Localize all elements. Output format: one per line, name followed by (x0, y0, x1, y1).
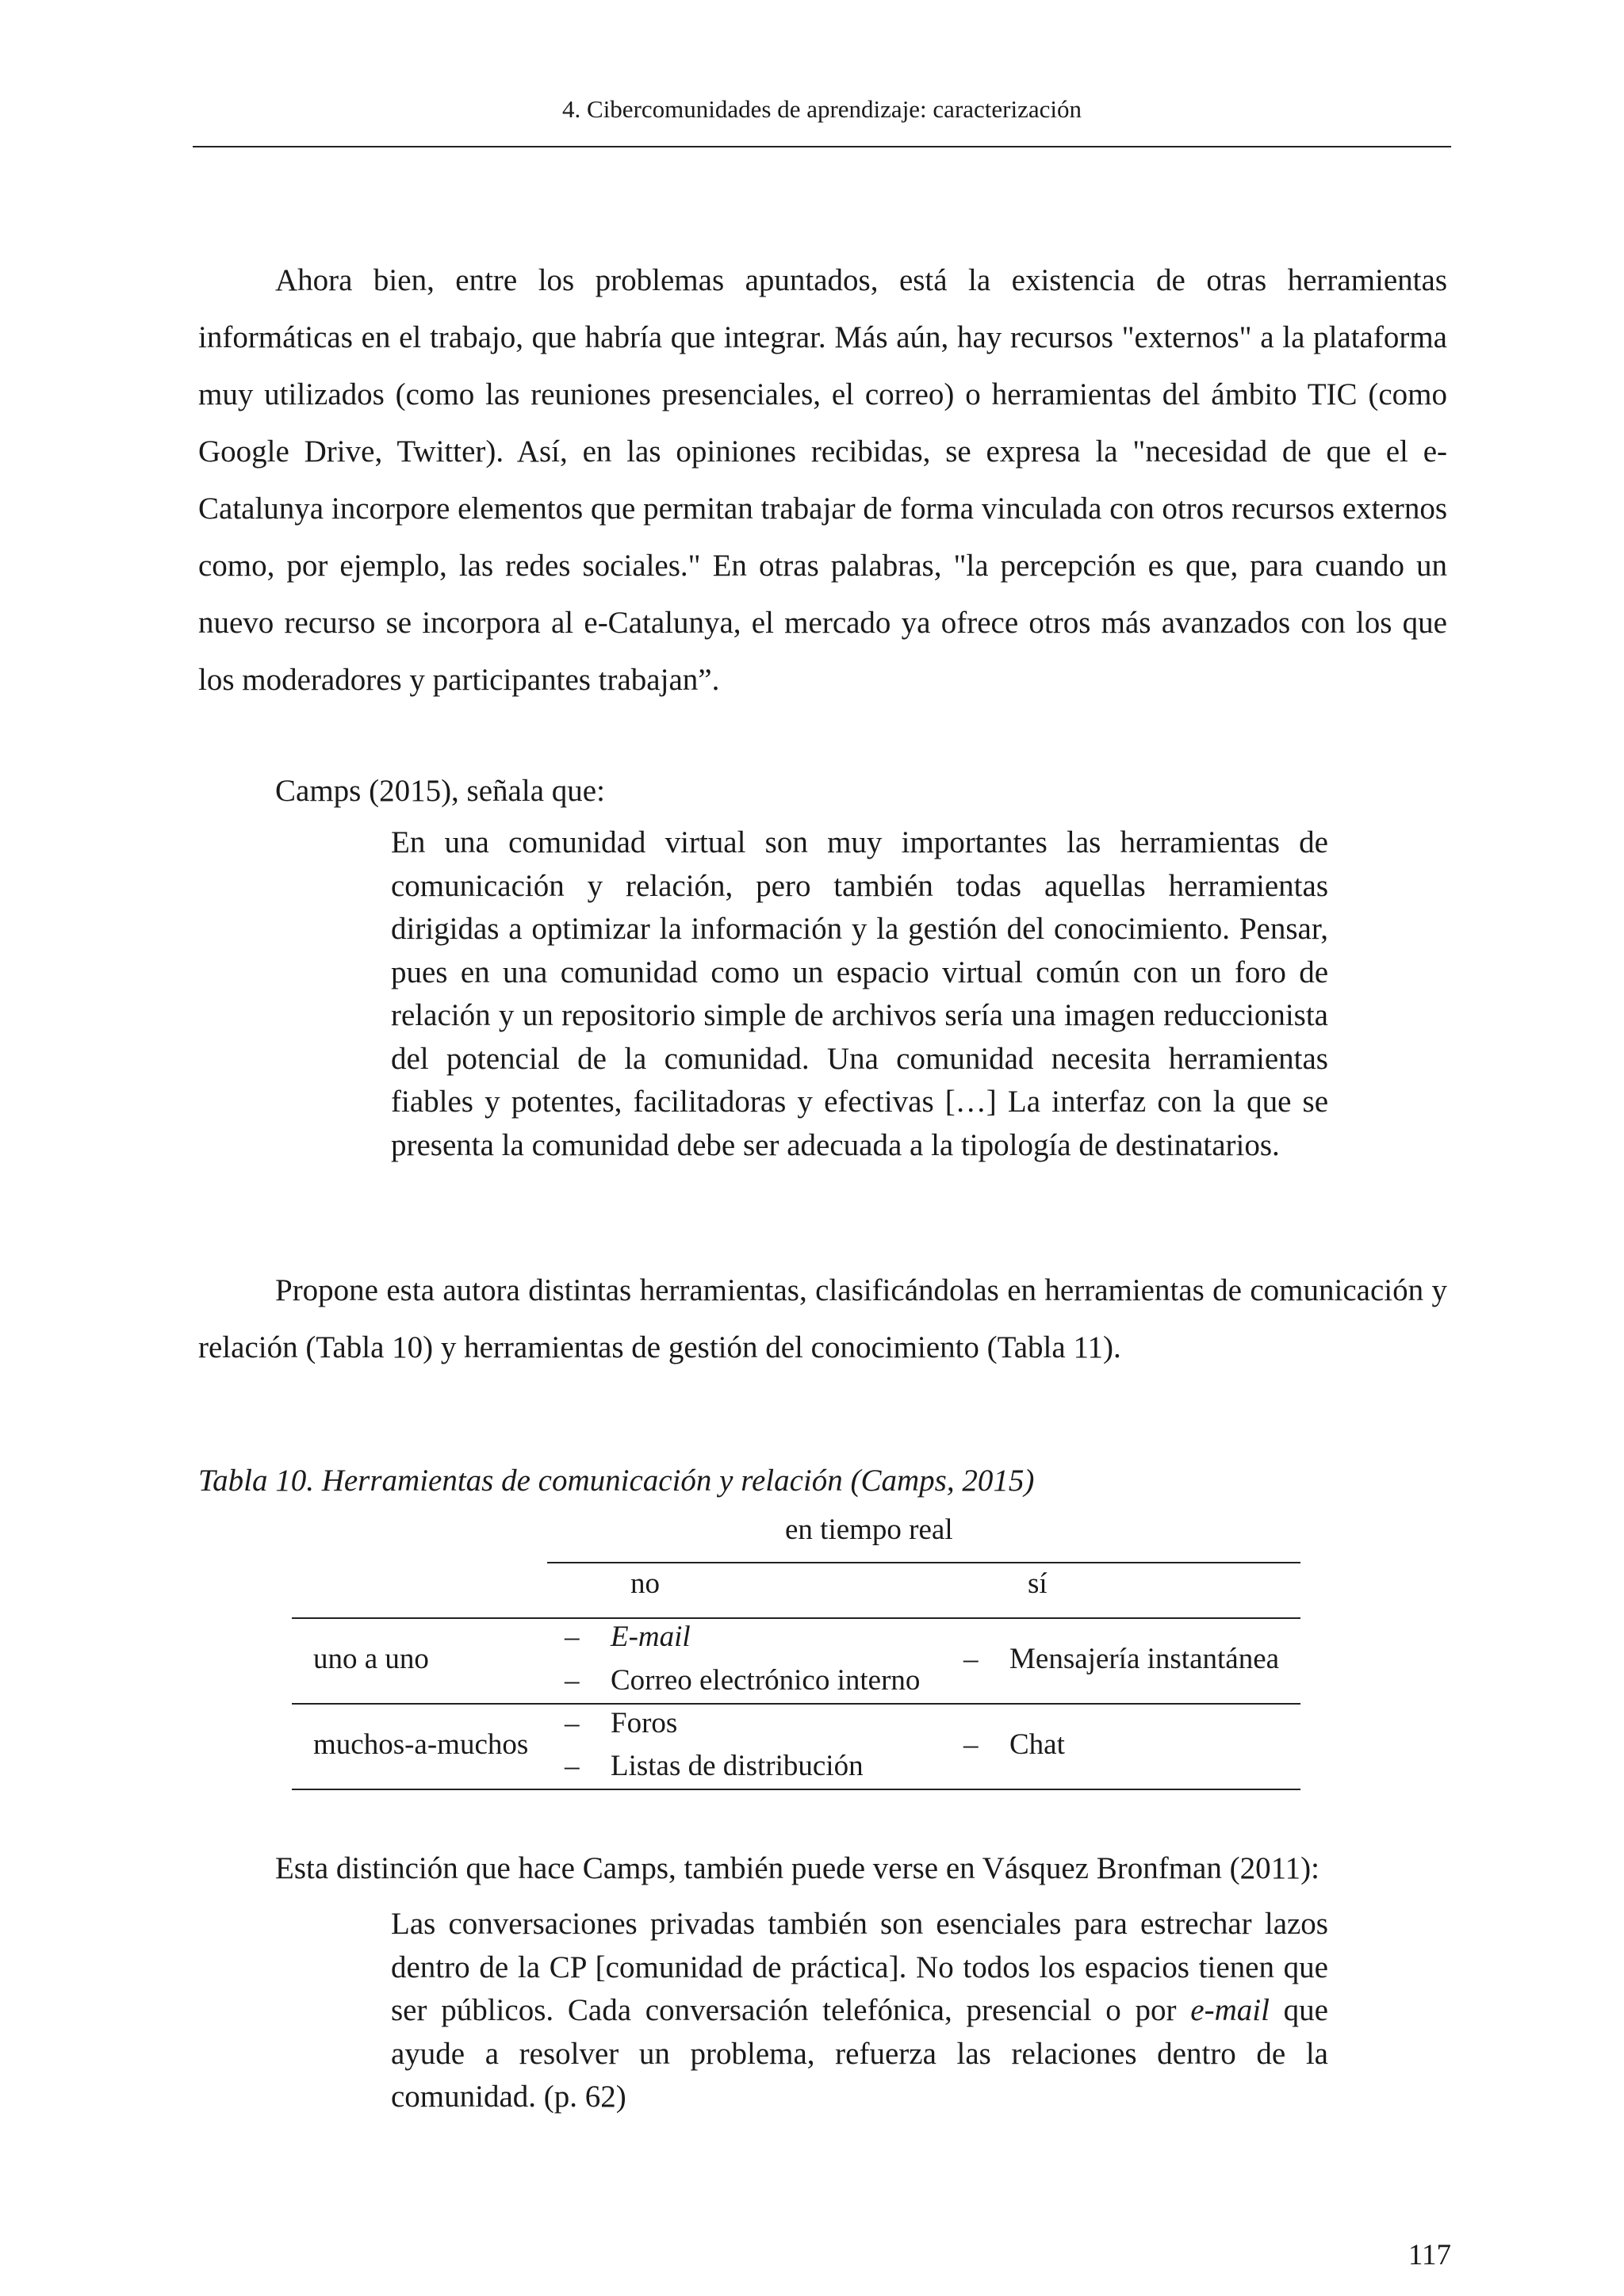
list-dash: – (565, 1664, 580, 1697)
header-rule (193, 146, 1451, 147)
list-dash: – (565, 1750, 580, 1782)
table-cell-item: Chat (1009, 1728, 1065, 1761)
table-cell-item: Foros (611, 1707, 678, 1739)
table-caption: Tabla 10. Herramientas de comunicación y relación (Camps, 2015) (198, 1464, 1035, 1498)
quote-2-emphasis: e-mail (1190, 1993, 1270, 2027)
table-cell-item: Correo electrónico interno (611, 1664, 921, 1697)
table-header-rule (292, 1617, 1300, 1619)
list-dash: – (963, 1643, 979, 1675)
running-header: 4. Cibercomunidades de aprendizaje: caracterización (562, 95, 1082, 123)
table-row-rule (292, 1703, 1300, 1705)
block-quote-1: En una comunidad virtual son muy importantes las herramientas de comunicación y relación, pero también todas aquellas herramientas dirigidas a optimizar la información y la gestión del conocimiento. Pensar, pues en una comunidad como un espacio virtual común con un foro de relación y un repositorio simple de archivos sería una imagen reduccionista del potencial de la comunidad. Una comunidad necesita herramientas fiables y potentes, facilitadoras y efectivas […] La interfaz con la que se presenta la comunidad debe ser adecuada a la tipología de destinatarios. (391, 825, 1328, 1162)
quote-2-part-2: que ayude a resolver un problema, refuerza las relaciones dentro de la comunidad. (p. 62) (391, 1993, 1328, 2114)
table-cell-item: Listas de distribución (611, 1750, 864, 1782)
table-bottom-rule (292, 1789, 1300, 1790)
table-row-label: muchos-a-muchos (313, 1728, 529, 1761)
list-dash: – (565, 1621, 580, 1653)
quote-1-intro: Camps (2015), señala que: (275, 774, 605, 808)
paragraph-1 (198, 252, 1447, 709)
page-number: 117 (1408, 2239, 1451, 2271)
table-cell-item: Mensajería instantánea (1009, 1643, 1280, 1675)
list-dash: – (565, 1707, 580, 1739)
table-group-header: en tiempo real (785, 1513, 953, 1546)
block-quote-2 (391, 1903, 1328, 2119)
paragraph-2 (198, 1262, 1447, 1376)
table-col-header-si: sí (1028, 1567, 1048, 1600)
table-col-header-no: no (630, 1567, 660, 1600)
list-dash: – (963, 1728, 979, 1761)
table-cell-item: E-mail (611, 1621, 691, 1653)
quote-2-part-1: Las conversaciones privadas también son esenciales para estrechar lazos dentro de la CP [comunidad de práctica]. No todos los espacios tienen que ser públicos. Cada conversación telefónica, presencial o por (391, 1907, 1328, 2027)
quote-2-intro: Esta distinción que hace Camps, también puede verse en Vásquez Bronfman (2011): (275, 1851, 1320, 1885)
table-row-label: uno a uno (313, 1643, 429, 1675)
paragraph-1-text: Ahora bien, entre los problemas apuntados, está la existencia de otras herramientas informáticas en el trabajo, que habría que integrar. Más aún, hay recursos "externos" a la plataforma muy utilizados (como las reuniones presenciales, el correo) o herramientas del ámbito TIC (como Google Drive, Twitter). Así, en las opiniones recibidas, se expresa la "necesidad de que el e-Catalunya incorpore elementos que permitan trabajar de forma vinculada con otros recursos externos como, por ejemplo, las redes sociales." En otras palabras, "la percepción es que, para cuando un nuevo recurso se incorpora al e-Catalunya, el mercado ya ofrece otros más avanzados con los que los moderadores y participantes trabajan”. (198, 263, 1447, 697)
paragraph-2-text: Propone esta autora distintas herramientas, clasificándolas en herramientas de comunicación y relación (Tabla 10) y herramientas de gestión del conocimiento (Tabla 11). (198, 1273, 1447, 1364)
table-group-rule (547, 1562, 1300, 1563)
